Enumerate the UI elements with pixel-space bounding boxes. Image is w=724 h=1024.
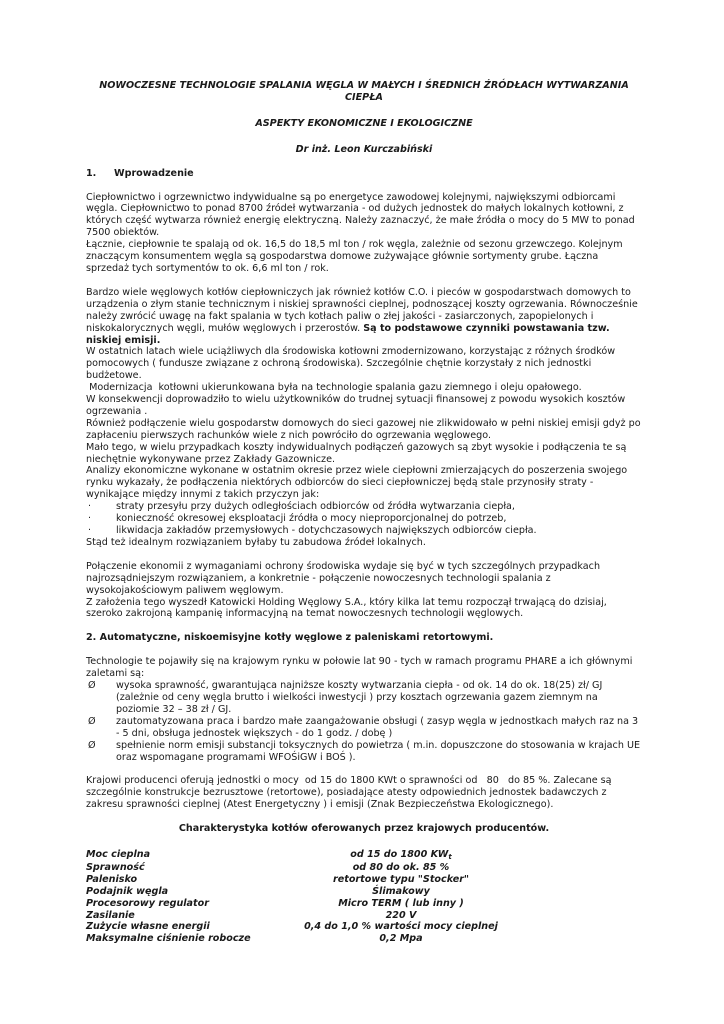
paragraph: Również podłączenie wielu gospodarstw domowych do sieci gazowej nie zlikwidowało w pełni niskiej emisji gdyż po zapłaceniu pierwszych rachunków wiele z nich powróciło do ogrzewania węglowego. <box>86 417 641 441</box>
spec-value: 0,2 Mpa <box>379 933 423 945</box>
section-2-heading: 2. Automatyczne, niskoemisyjne kotły węglowe z paleniskami retortowymi. <box>86 632 494 644</box>
paragraph: Krajowi producenci oferują jednostki o mocy od 15 do 1800 KWt o sprawności od 80 do 85 %. Zalecane są szczególnie konstrukcje bezrusztowe (retortowe), posiadające atesty odpowiednich jednostek badawczych z zakresu sprawności cieplnej (Atest Energetyczny ) i emisji (Znak Bezpieczeństwa Ekologicznego). <box>86 775 615 811</box>
spec-label: Podajnik węgla <box>86 885 169 897</box>
spec-label: Maksymalne ciśnienie robocze <box>86 933 251 945</box>
paragraph: Ciepłownictwo i ogrzewnictwo indywidualne są po energetyce zawodowej kolejnymi, największymi odbiorcami węgla. Ciepłownictwo to ponad 8700 źródeł wytwarzania - od dużych jednostek do małych lokalnych kotłowni, z których część wytwarza również energię elektryczną. Należy zaznaczyć, że małe źródła o mocy do 5 MW to ponad 7500 obiektów. <box>86 191 635 239</box>
list-item-text: spełnienie norm emisji substancji toksycznych do powietrza ( m.in. dopuszczone do stosowania w krajach UE oraz wspomagane programami WFOŚiGW i BOŚ ). <box>116 739 641 763</box>
spec-label: Zasilanie <box>86 909 135 921</box>
section-1-heading <box>86 168 642 180</box>
paragraph: W konsekwencji doprowadziło to wielu użytkowników do trudnej sytuacji finansowej z powodu wysokich kosztów ogrzewania . <box>86 394 626 417</box>
list-item <box>86 513 642 525</box>
spec-value: od 80 do ok. 85 % <box>352 861 450 873</box>
spec-label: Moc cieplna <box>86 849 151 861</box>
spec-value: 220 V <box>385 909 417 921</box>
bullet-marker: · <box>88 513 92 525</box>
section-1-number: 1. <box>86 167 97 179</box>
list-item-text: zautomatyzowana praca i bardzo małe zaangażowanie obsługi ( zasyp węgla w jednostkach małych raz na 3 - 5 dni, obsługa jednostek większych - do 1 godz. / dobę ) <box>116 715 639 739</box>
spec-value: Ślimakowy <box>372 885 430 897</box>
document-page <box>86 80 642 945</box>
list-item <box>86 501 642 513</box>
paragraph: Modernizacja kotłowni ukierunkowana była na technologie spalania gazu ziemnego i oleju opałowego. <box>86 382 582 394</box>
paragraph: Technologie te pojawiły się na krajowym rynku w połowie lat 90 - tych w ramach programu PHARE a ich głównymi zaletami są: <box>86 656 633 680</box>
spec-value: retortowe typu "Stocker" <box>333 873 469 885</box>
paragraph: Analizy ekonomiczne wykonane w ostatnim okresie przez wiele ciepłowni zmierzających do poszerzenia swojego rynku wykazały, że podłączenia niektórych odbiorców do sieci ciepłowniczej będą stale przynosiły straty - wynikające między innymi z takich przyczyn jak: <box>86 465 628 501</box>
bullet-marker: · <box>88 525 92 536</box>
list-item <box>86 740 642 764</box>
spec-label: Zużycie własne energii <box>86 921 210 933</box>
list-item-text: wysoka sprawność, gwarantująca najniższe koszty wytwarzania ciepła - od ok. 14 do ok. 18(25) zł/ GJ (zależnie od ceny węgla brutto i wielkości inwestycji ) przy kosztach ogrzewania gazem ziemnym na poziomie 32 – 38 zł / GJ. <box>116 680 603 715</box>
spec-label: Procesorowy regulator <box>86 897 209 909</box>
bullet-marker: Ø <box>88 680 96 692</box>
paragraph: Połączenie ekonomii z wymaganiami ochrony środowiska wydaje się być w tych szczególnych przypadkach najrozsądniejszym rozwiązaniem, a konkretnie - połączenie nowoczesnych technologii spalania z wysokojakościowym paliwem węglowym. <box>86 560 601 596</box>
spec-label: Palenisko <box>86 873 138 885</box>
list-item <box>86 525 642 537</box>
paragraph: Z założenia tego wyszedł Katowicki Holding Węglowy S.A., który kilka lat temu rozpoczął trwającą do dzisiaj, szeroko zakrojoną kampanię informacyjną na temat nowoczesnych technologii węglowych. <box>86 596 607 620</box>
paragraph: Stąd też idealnym rozwiązaniem byłaby tu zabudowa źródeł lokalnych. <box>86 536 426 548</box>
list-item-text: straty przesyłu przy dużych odległościach odbiorców od źródła wytwarzania ciepła, <box>116 501 515 513</box>
paragraph: W ostatnich latach wiele uciążliwych dla środowiska kotłowni zmodernizowano, korzystając z różnych środków pomocowych ( fundusze związane z ochroną środowiska). Szczególnie chętnie korzystały z nich jednostki budżetowe. <box>86 346 616 382</box>
paragraph <box>86 287 642 347</box>
list-item-text: likwidacja zakładów przemysłowych - dotychczasowych największych odbiorców ciepła. <box>116 525 537 536</box>
paragraph: Łącznie, ciepłownie te spalają od ok. 16,5 do 18,5 ml ton / rok węgla, zależnie od sezonu grzewczego. Kolejnym znaczącym konsumentem węgla są gospodarstwa domowe zużywające głównie sortymenty grube. Łączna sprzedaż tych sortymentów to ok. 6,6 ml ton / rok. <box>86 239 623 274</box>
bullet-marker: · <box>88 501 92 513</box>
list-item-text: konieczność okresowej eksploatacji źródła o mocy nieproporcjonalnej do potrzeb, <box>116 513 507 525</box>
spec-table <box>86 849 642 945</box>
table-heading: Charakterystyka kotłów oferowanych przez krajowych producentów. <box>178 823 550 835</box>
list-item <box>86 716 642 740</box>
list-item <box>86 680 642 716</box>
paragraph-emphasis: Są to podstawowe czynniki powstawania tzw. niskiej emisji. <box>86 322 610 346</box>
spec-value: 0,4 do 1,0 % wartości mocy cieplnej <box>304 921 498 933</box>
bullet-marker: Ø <box>88 739 96 751</box>
bullet-marker: Ø <box>88 715 96 727</box>
paragraph: Mało tego, w wielu przypadkach koszty indywidualnych podłączeń gazowych są zbyt wysokie i podłączenia te są niechętnie wykonywane przez Zakłady Gazownicze. <box>86 441 627 465</box>
spec-value: Micro TERM ( lub inny ) <box>338 897 464 909</box>
document-title: NOWOCZESNE TECHNOLOGIE SPALANIA WĘGLA W MAŁYCH I ŚREDNICH ŹRÓDŁACH WYTWARZANIA CIEPŁA <box>99 80 629 103</box>
spec-label: Sprawność <box>86 861 145 873</box>
document-subtitle: ASPEKTY EKONOMICZNE I EKOLOGICZNE <box>255 117 473 129</box>
spec-value: od 15 do 1800 $KW_t$ <box>350 849 452 862</box>
paragraph-text: Bardzo wiele węglowych kotłów ciepłowniczych jak również kotłów C.O. i pieców w gospodarstwach domowych to urządzenia o złym stanie technicznym i niskiej sprawności cieplnej, podnoszącej koszty ogrzewania. Równocześnie należy zwrócić uwagę na fakt spalania w tych kotłach paliw o złej jakości - zasiarczonych, zapopielonych i niskokalorycznych węgli, mułów węglowych i przerostów. <box>86 286 638 334</box>
section-1-title: Wprowadzenie <box>114 167 194 179</box>
document-author: Dr inż. Leon Kurczabiński <box>295 143 433 155</box>
